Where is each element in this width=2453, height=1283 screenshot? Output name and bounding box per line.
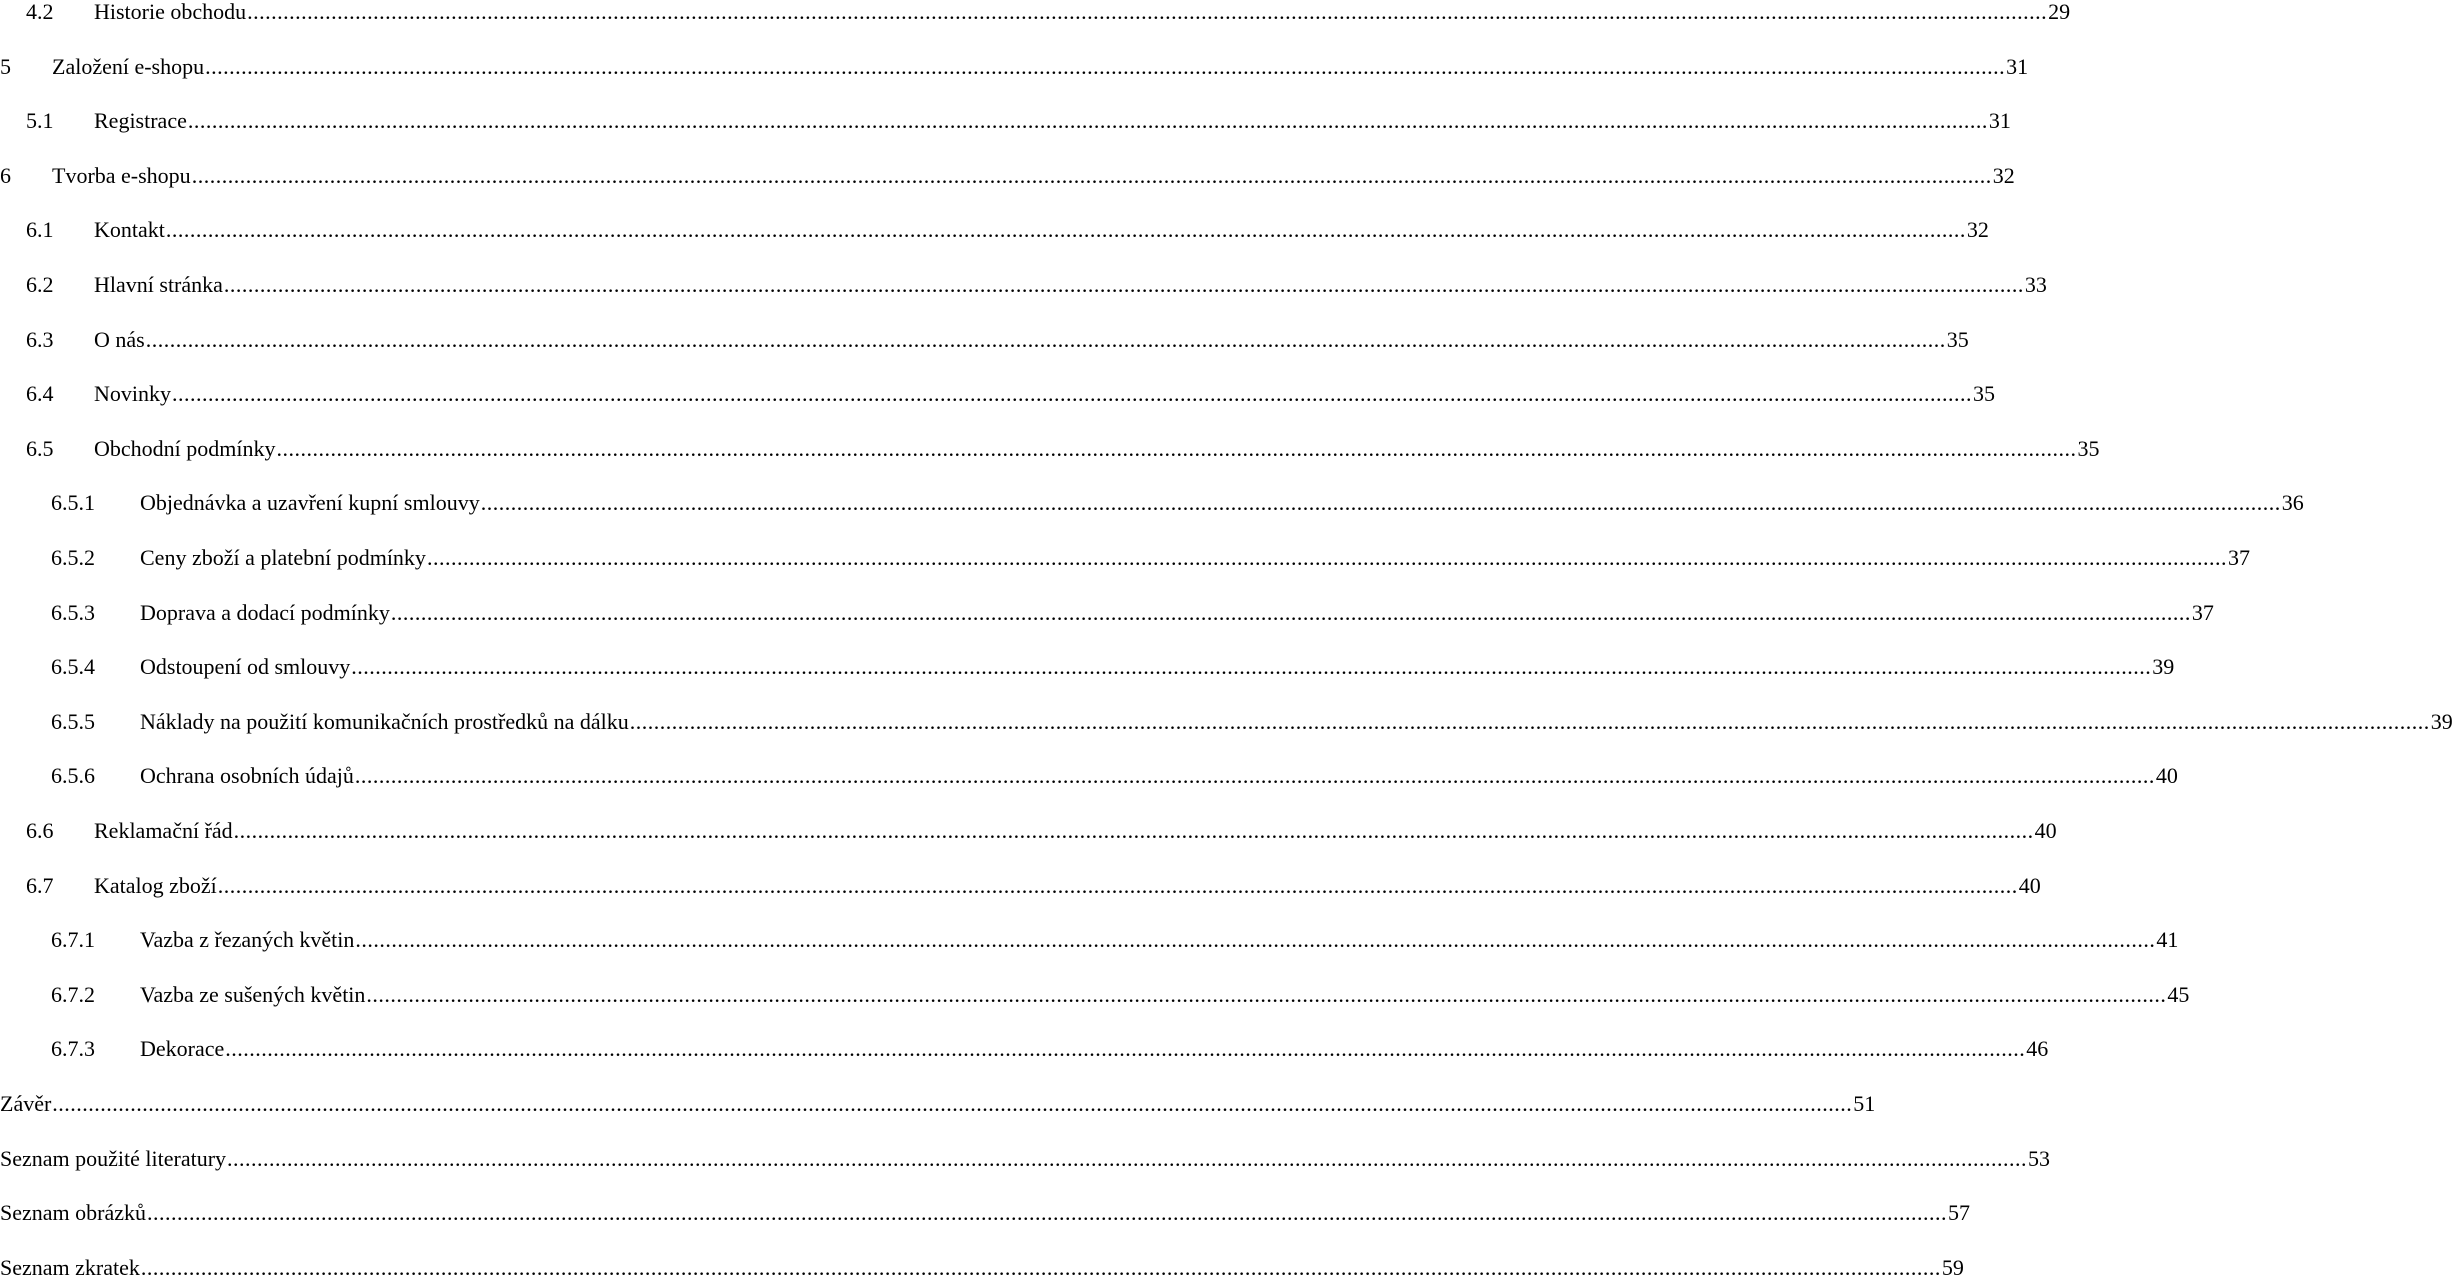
- toc-entry[interactable]: [26, 871, 2041, 901]
- toc-entry-page: 39: [2430, 708, 2453, 734]
- toc-entry-page: 35: [1946, 326, 1969, 352]
- toc-entry-title: Katalog zboží: [94, 872, 217, 898]
- toc-entry-page: 33: [2024, 272, 2047, 297]
- toc-entry-page: 59: [1941, 1254, 1964, 1280]
- toc-entry[interactable]: [0, 1089, 1876, 1119]
- toc-leader-dots: ............................................................................................................................................................................................................................................................................................................: [225, 1036, 2026, 1062]
- toc-leader-dots: ............................................................................................................................................................................................................................................................................................................: [145, 326, 1946, 352]
- toc-entry-title: Seznam použité literatury: [0, 1145, 227, 1171]
- toc-entry-title: Novinky: [94, 381, 171, 407]
- toc-entry[interactable]: [0, 1198, 1970, 1228]
- toc-entry-title: Reklamační řád: [94, 818, 233, 843]
- toc-entry[interactable]: [26, 0, 2071, 27]
- toc-leader-dots: ............................................................................................................................................................................................................................................................................................................: [165, 217, 1966, 243]
- toc-entry-page: 36: [2281, 490, 2304, 516]
- toc-entry-title: Náklady na použití komunikačních prostředků na dálku: [140, 708, 629, 734]
- toc-entry[interactable]: [51, 598, 2214, 628]
- toc-entry-title: Objednávka a uzavření kupní smlouvy: [140, 490, 480, 516]
- toc-entry-title: Vazba z řezaných květin: [140, 927, 355, 953]
- toc-entry[interactable]: [26, 434, 2100, 464]
- toc-leader-dots: ............................................................................................................................................................................................................................................................................................................: [426, 545, 2227, 570]
- toc-entry-page: 40: [2155, 763, 2178, 789]
- toc-entry-title: Ochrana osobních údajů: [140, 763, 354, 789]
- toc-entry[interactable]: [26, 816, 2057, 846]
- toc-entry-number: 6.2: [26, 272, 54, 297]
- toc-entry-title: Dekorace: [140, 1036, 225, 1062]
- toc-entry[interactable]: [51, 1034, 2049, 1064]
- toc-leader-dots: ............................................................................................................................................................................................................................................................................................................: [147, 1200, 1947, 1226]
- toc-entry-number: 5: [0, 53, 11, 79]
- toc-entry-number: 6.5.4: [51, 654, 95, 680]
- toc-entry-page: 37: [2227, 545, 2250, 570]
- toc-entry[interactable]: [51, 980, 2190, 1010]
- toc-entry[interactable]: [0, 1144, 2051, 1174]
- toc-leader-dots: ............................................................................................................................................................................................................................................................................................................: [191, 162, 1992, 188]
- toc-entry-title: Historie obchodu: [94, 0, 247, 24]
- toc-entry-title: Závěr: [0, 1091, 52, 1116]
- toc-entry[interactable]: [0, 161, 2015, 191]
- toc-entry-number: 4.2: [26, 0, 54, 24]
- toc-entry-title: Seznam obrázků: [0, 1200, 146, 1226]
- toc-leader-dots: ............................................................................................................................................................................................................................................................................................................: [140, 1254, 1941, 1280]
- toc-entry-number: 6.5: [26, 435, 54, 461]
- toc-entry-page: 31: [2006, 53, 2029, 79]
- toc-entry-number: 6.3: [26, 326, 54, 352]
- toc-entry[interactable]: [51, 925, 2179, 955]
- toc-leader-dots: ............................................................................................................................................................................................................................................................................................................: [355, 927, 2156, 953]
- toc-entry-title: O nás: [94, 326, 145, 352]
- toc-entry[interactable]: [26, 270, 2047, 300]
- toc-entry-title: Založení e-shopu: [52, 53, 205, 79]
- toc-leader-dots: ............................................................................................................................................................................................................................................................................................................: [227, 1145, 2028, 1171]
- toc-entry[interactable]: [26, 325, 1969, 355]
- toc-entry[interactable]: [51, 652, 2175, 682]
- toc-entry-number: 6.4: [26, 381, 54, 407]
- toc-leader-dots: ............................................................................................................................................................................................................................................................................................................: [52, 1091, 1853, 1116]
- toc-entry-number: 6.5.2: [51, 545, 95, 570]
- toc-leader-dots: ............................................................................................................................................................................................................................................................................................................: [233, 818, 2034, 843]
- toc-entry[interactable]: [51, 707, 2453, 737]
- toc-entry-page: 40: [2018, 872, 2041, 898]
- toc-entry-page: 37: [2191, 599, 2214, 625]
- toc-entry-page: 45: [2167, 981, 2190, 1007]
- toc-entry-title: Kontakt: [94, 217, 165, 243]
- toc-entry[interactable]: [26, 106, 2011, 136]
- toc-leader-dots: ............................................................................................................................................................................................................................................................................................................: [217, 872, 2018, 898]
- toc-leader-dots: ............................................................................................................................................................................................................................................................................................................: [390, 599, 2191, 625]
- toc-entry-number: 6.1: [26, 217, 54, 243]
- toc-entry-number: 6.5.1: [51, 490, 95, 516]
- toc-entry-number: 6.7.3: [51, 1036, 95, 1062]
- toc-leader-dots: ............................................................................................................................................................................................................................................................................................................: [276, 435, 2077, 461]
- toc-entry-page: 32: [1992, 162, 2015, 188]
- toc-entry[interactable]: [51, 543, 2250, 573]
- toc-entry[interactable]: [26, 215, 1989, 245]
- toc-entry-page: 32: [1966, 217, 1989, 243]
- toc-entry-number: 6.5.3: [51, 599, 95, 625]
- toc-entry-page: 57: [1948, 1200, 1970, 1226]
- toc-leader-dots: ............................................................................................................................................................................................................................................................................................................: [480, 490, 2281, 516]
- toc-leader-dots: ............................................................................................................................................................................................................................................................................................................: [205, 53, 2006, 79]
- toc-entry-page: 53: [2028, 1145, 2051, 1171]
- toc-entry-page: 35: [1973, 381, 1995, 407]
- toc-entry-title: Seznam zkratek: [0, 1254, 140, 1280]
- toc-leader-dots: ............................................................................................................................................................................................................................................................................................................: [354, 763, 2155, 789]
- toc-entry-page: 51: [1853, 1091, 1876, 1116]
- toc-entry-title: Odstoupení od smlouvy: [140, 654, 351, 680]
- toc-entry[interactable]: [51, 488, 2304, 518]
- toc-entry-page: 40: [2034, 818, 2057, 843]
- toc-leader-dots: ............................................................................................................................................................................................................................................................................................................: [187, 108, 1988, 134]
- toc-entry[interactable]: [26, 379, 1995, 409]
- toc-entry-page: 41: [2156, 927, 2179, 953]
- toc-entry-number: 6: [0, 162, 11, 188]
- toc-leader-dots: ............................................................................................................................................................................................................................................................................................................: [351, 654, 2152, 680]
- toc-leader-dots: ............................................................................................................................................................................................................................................................................................................: [247, 0, 2048, 24]
- toc-entry-number: 6.5.5: [51, 708, 95, 734]
- toc-entry-number: 6.7.1: [51, 927, 95, 953]
- toc-entry-title: Vazba ze sušených květin: [140, 981, 366, 1007]
- toc-entry-title: Obchodní podmínky: [94, 435, 276, 461]
- toc-entry-page: 39: [2152, 654, 2175, 680]
- toc-entry-number: 6.7: [26, 872, 54, 898]
- toc-entry-title: Hlavní stránka: [94, 272, 223, 297]
- toc-leader-dots: ............................................................................................................................................................................................................................................................................................................: [172, 381, 1972, 407]
- toc-entry[interactable]: [51, 761, 2178, 791]
- toc-entry-title: Ceny zboží a platební podmínky: [140, 545, 426, 570]
- toc-entry-number: 6.6: [26, 818, 54, 843]
- toc-entry[interactable]: [0, 52, 2029, 82]
- toc-leader-dots: ............................................................................................................................................................................................................................................................................................................: [366, 981, 2167, 1007]
- toc-entry-number: 6.7.2: [51, 981, 95, 1007]
- toc-entry-page: 29: [2048, 0, 2071, 24]
- toc-entry-number: 6.5.6: [51, 763, 95, 789]
- toc-entry-page: 46: [2026, 1036, 2049, 1062]
- toc-entry-page: 31: [1988, 108, 2011, 134]
- toc-entry[interactable]: [0, 1253, 1964, 1283]
- toc-entry-number: 5.1: [26, 108, 54, 134]
- toc-leader-dots: ............................................................................................................................................................................................................................................................................................................: [629, 708, 2430, 734]
- toc-entry-title: Tvorba e-shopu: [52, 162, 191, 188]
- toc-entry-title: Doprava a dodací podmínky: [140, 599, 390, 625]
- toc-entry-title: Registrace: [94, 108, 187, 134]
- toc-leader-dots: ............................................................................................................................................................................................................................................................................................................: [223, 272, 2024, 297]
- toc-entry-page: 35: [2077, 435, 2100, 461]
